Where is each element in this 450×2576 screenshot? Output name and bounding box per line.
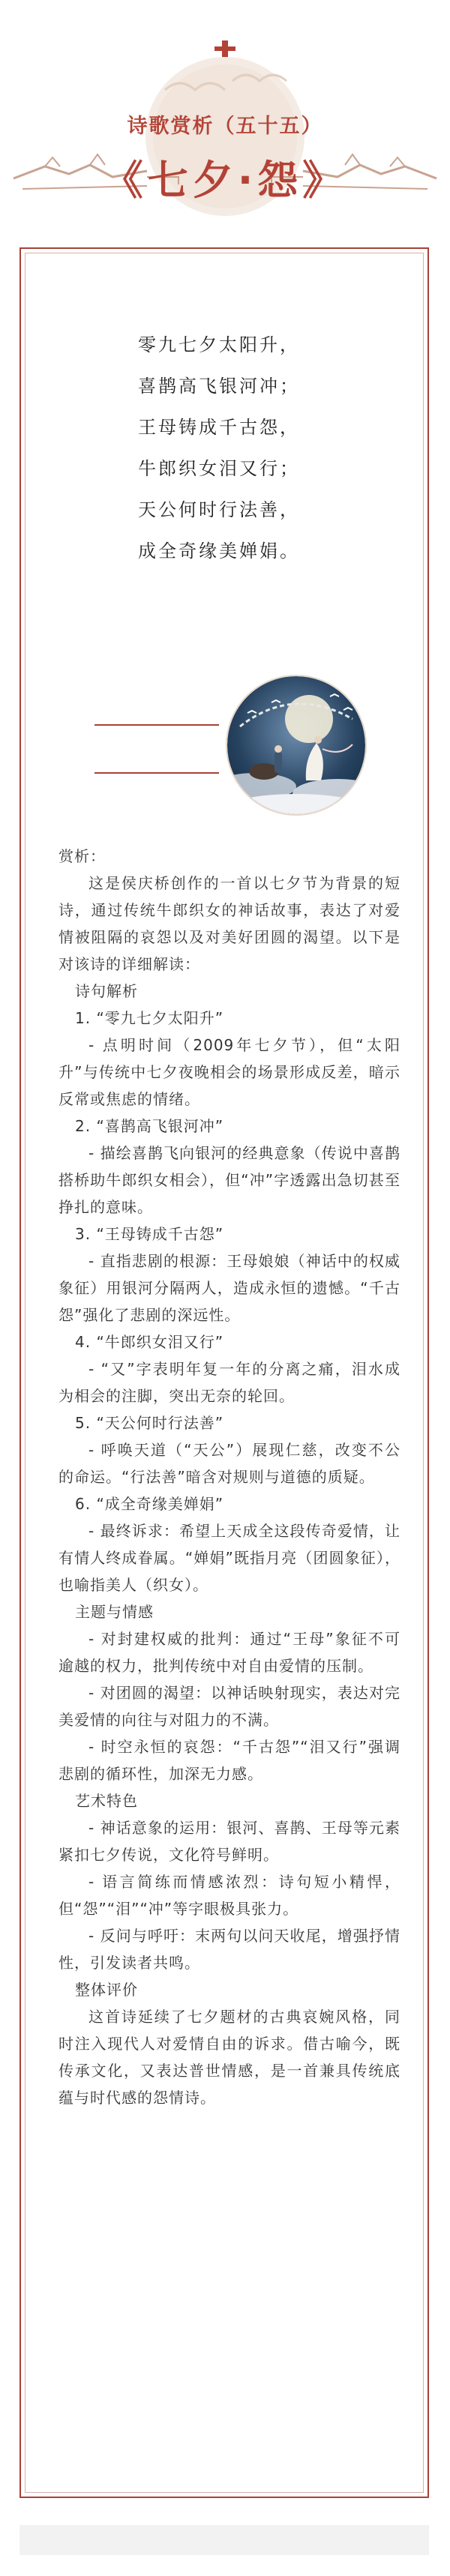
article-title: 《七夕·怨》 bbox=[102, 157, 348, 204]
footer-bar bbox=[20, 2525, 429, 2555]
analysis-heading: 5. “天公何时行法善” bbox=[75, 1414, 224, 1432]
analysis-text: - 点明时间（2009年七夕节），但“太阳升”与传统中七夕夜晚相会的场景形成反差，暗示反常或焦虑的情绪。 bbox=[58, 1036, 400, 1108]
section-title-art: 艺术特色 bbox=[75, 1792, 138, 1810]
poem-line: 天公何时行法善， bbox=[138, 499, 300, 520]
poem-line: 成全奇缘美婵娟。 bbox=[138, 541, 300, 562]
analysis-heading: 4. “牛郎织女泪又行” bbox=[75, 1333, 224, 1351]
intro-label: 赏析： bbox=[58, 847, 106, 865]
divider-line-bottom bbox=[94, 772, 219, 774]
analysis-text: - 最终诉求：希望上天成全这段传奇爱情，让有情人终成眷属。“婵娟”既指月亮（团圆象征），也喻指美人（织女）。 bbox=[58, 1522, 400, 1594]
analysis-heading: 6. “成全奇缘美婵娟” bbox=[75, 1495, 224, 1513]
analysis-text: - 呼唤天道（“天公”）展现仁慈，改变不公的命运。“行法善”暗含对规则与道德的质疑。 bbox=[58, 1441, 400, 1486]
intro-paragraph: 这是侯庆桥创作的一首以七夕节为背景的短诗，通过传统牛郎织女的神话故事，表达了对爱情被阻隔的哀怨以及对美好团圆的渴望。以下是对该诗的详细解读： bbox=[58, 874, 400, 973]
theme-item: - 对封建权威的批判：通过“王母”象征不可逾越的权力，批判传统中对自由爱情的压制。 bbox=[58, 1630, 400, 1675]
poem-line: 王母铸成千古怨， bbox=[138, 417, 300, 438]
analysis-text: - 描绘喜鹊飞向银河的经典意象（传说中喜鹊搭桥助牛郎织女相会），但“冲”字透露出急切甚至挣扎的意味。 bbox=[58, 1144, 400, 1216]
section-title-overall: 整体评价 bbox=[75, 1981, 138, 1999]
theme-item: - 时空永恒的哀怨：“千古怨”“泪又行”强调悲剧的循环性，加深无力感。 bbox=[58, 1738, 400, 1783]
article-body bbox=[58, 843, 400, 2111]
article-subtitle: 诗歌赏析（五十五） bbox=[127, 115, 323, 138]
poem-line: 牛郎织女泪又行； bbox=[138, 458, 300, 479]
analysis-text: - “又”字表明年复一年的分离之痛，泪水成为相会的注脚，突出无奈的轮回。 bbox=[58, 1360, 400, 1405]
analysis-heading: 2. “喜鹊高飞银河冲” bbox=[75, 1117, 224, 1135]
poem-line: 零九七夕太阳升， bbox=[138, 334, 300, 355]
analysis-heading: 3. “王母铸成千古怨” bbox=[75, 1225, 224, 1243]
section-title-line-analysis: 诗句解析 bbox=[75, 982, 138, 1000]
art-item: - 语言简练而情感浓烈：诗句短小精悍，但“怨”“泪”“冲”等字眼极具张力。 bbox=[58, 1873, 400, 1918]
divider-line-top bbox=[94, 724, 219, 726]
section-title-theme: 主题与情感 bbox=[75, 1603, 154, 1621]
qixi-cowherd-weaver-illustration-icon bbox=[225, 674, 368, 816]
analysis-text: - 直指悲剧的根源：王母娘娘（神话中的权威象征）用银河分隔两人，造成永恒的遗憾。“千古怨”强化了悲剧的深远性。 bbox=[58, 1252, 400, 1324]
art-item: - 神话意象的运用：银河、喜鹊、王母等元素紧扣七夕传说，文化符号鲜明。 bbox=[58, 1819, 400, 1864]
poem-line: 喜鹊高飞银河冲； bbox=[138, 376, 300, 397]
theme-item: - 对团圆的渴望：以神话映射现实，表达对完美爱情的向往与对阻力的不满。 bbox=[58, 1684, 400, 1729]
article-header bbox=[0, 0, 450, 247]
analysis-heading: 1. “零九七夕太阳升” bbox=[75, 1009, 224, 1027]
overall-paragraph: 这首诗延续了七夕题材的古典哀婉风格，同时注入现代人对爱情自由的诉求。借古喻今，既传承文化，又表达普世情感，是一首兼具传统底蕴与时代感的怨情诗。 bbox=[58, 2008, 400, 2107]
qixi-illustration bbox=[225, 674, 368, 816]
poem-block bbox=[138, 325, 333, 572]
art-item: - 反问与呼吁：末两句以问天收尾，增强抒情性，引发读者共鸣。 bbox=[58, 1927, 400, 1972]
